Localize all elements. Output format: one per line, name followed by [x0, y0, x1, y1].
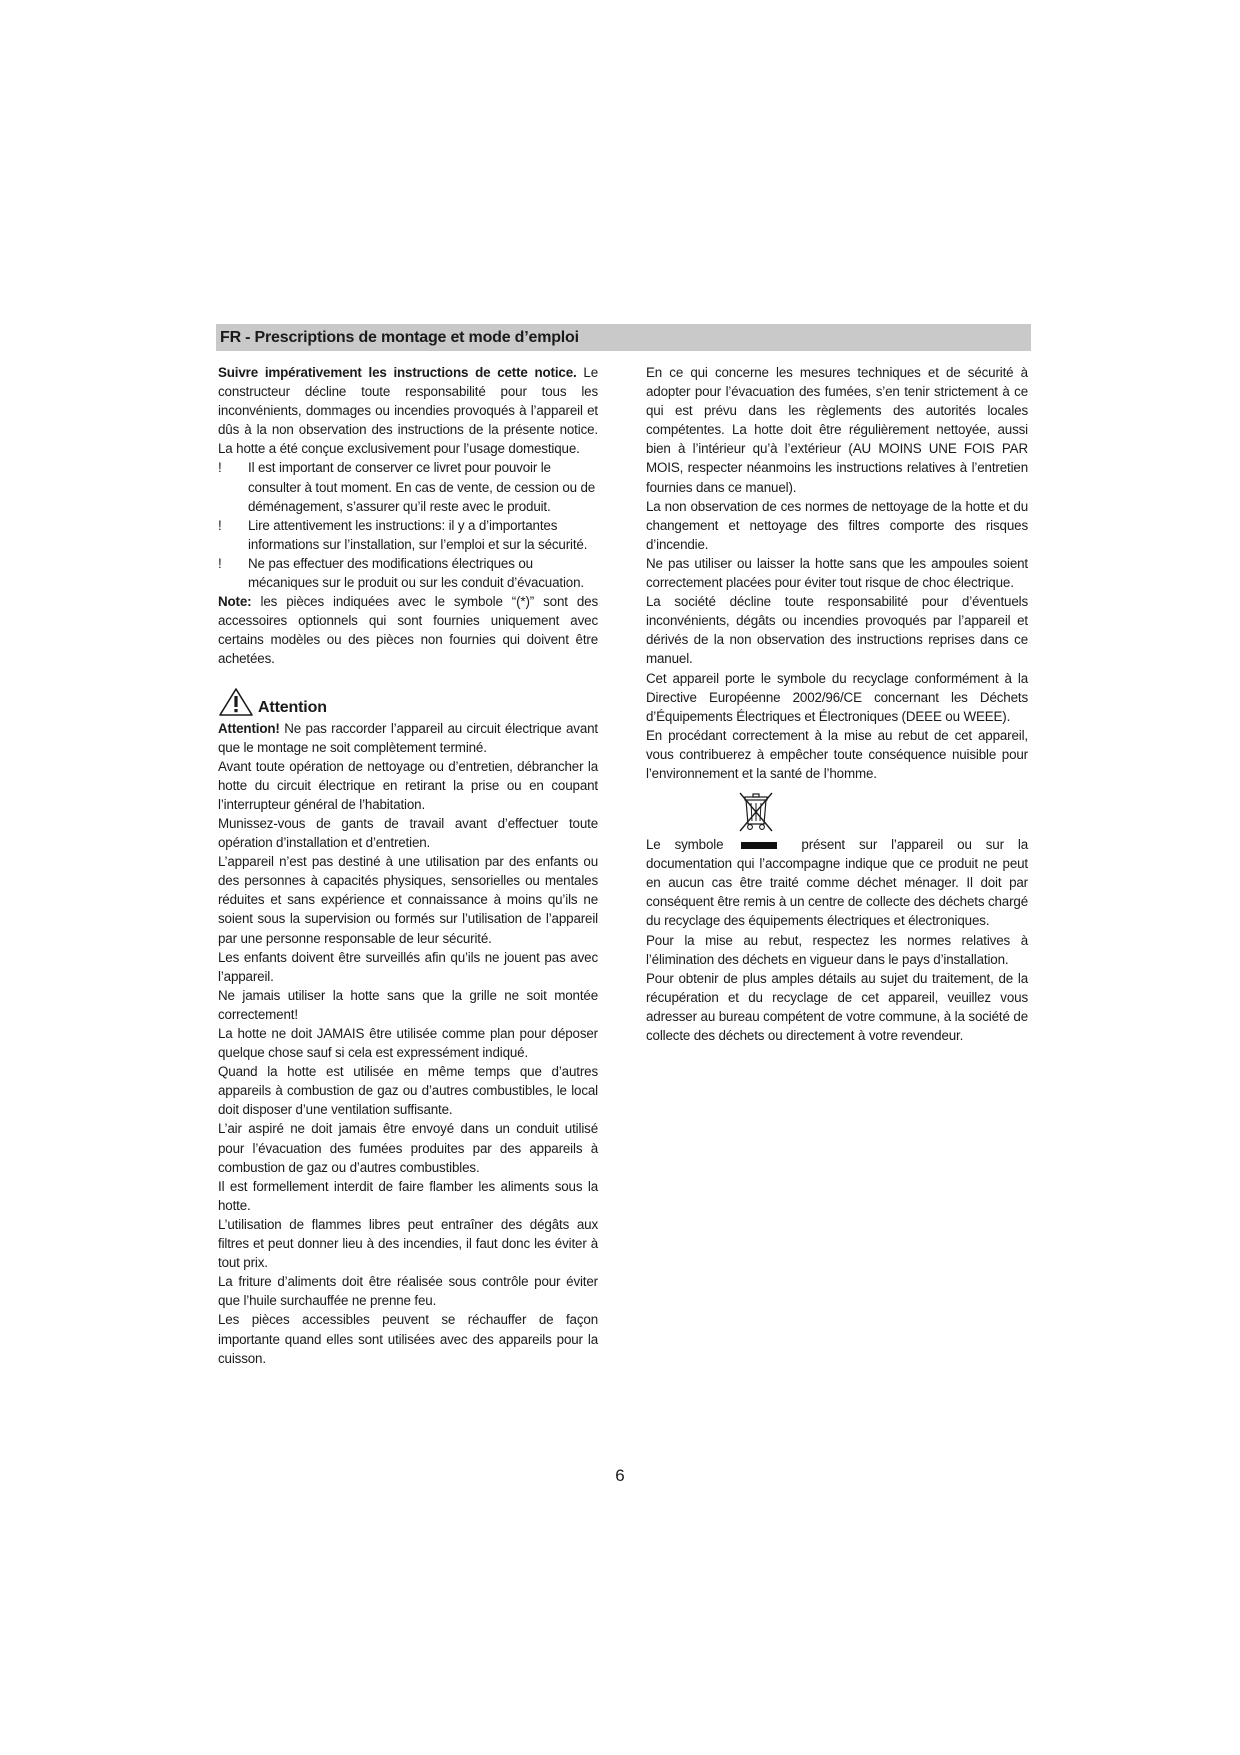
bullet-text: Ne pas effectuer des modifications électriques ou mécaniques sur le produit ou sur les conduit d’évacuation. — [248, 555, 584, 591]
paragraph: La hotte ne doit JAMAIS être utilisée comme plan pour déposer quelque chose sauf si cela est expressément indiqué. — [218, 1026, 598, 1061]
paragraph: Les enfants doivent être surveillés afin qu’ils ne jouent pas avec l’appareil. — [218, 949, 598, 984]
note-text: les pièces indiquées avec le symbole “(*)” sont des accessoires optionnels qui sont fournies uniquement avec certains modèles ou des pièces non fournies qui doivent être achetées. — [218, 594, 598, 667]
paragraph: Cet appareil porte le symbole du recyclage conformément à la Directive Européenne 2002/96/CE concernant les Déchets d’Équipements Électriques et Électroniques (DEEE ou WEEE). — [646, 670, 1028, 724]
paragraph: Il est formellement interdit de faire flamber les aliments sous la hotte. — [218, 1178, 598, 1213]
section-header — [216, 324, 1031, 351]
symbol-paragraph — [646, 835, 1028, 930]
left-column — [218, 363, 598, 1368]
note-paragraph — [218, 592, 598, 668]
symbol-text-post: présent sur l’appareil ou sur la documentation qui l’accompagne indique que ce produit ne peut en aucun cas être traité comme déchet ménager. Il doit par conséquent être remis à un centre de collecte des déchets chargé du recyclage des équipements électriques et électroniques. — [646, 837, 1028, 929]
attention-title: Attention — [258, 698, 327, 716]
bullet-text: Il est important de conserver ce livret pour pouvoir le consulter à tout moment. En cas de vente, de cession ou de déménagement, s’assurer qu’il reste avec le produit. — [248, 460, 596, 514]
paragraph: La friture d’aliments doit être réalisée sous contrôle pour éviter que l’huile surchauffée ne prenne feu. — [218, 1274, 598, 1309]
bullet-item — [218, 554, 598, 592]
paragraph: Pour obtenir de plus amples détails au sujet du traitement, de la récupération et du recyclage de cet appareil, veuillez vous adresser au bureau compétent de votre commune, à la société de collecte des déchets ou directement à votre revendeur. — [646, 970, 1028, 1043]
paragraph: Les pièces accessibles peuvent se réchauffer de façon importante quand elles sont utilisées avec des appareils pour la cuisson. — [218, 1312, 598, 1366]
paragraph: Munissez-vous de gants de travail avant d’effectuer toute opération d’installation et d’entretien. — [218, 815, 598, 851]
bullet-mark: ! — [218, 460, 222, 476]
paragraph: L’utilisation de flammes libres peut entraîner des dégâts aux filtres et peut donner lieu à des incendies, il faut donc les éviter à tout prix. — [218, 1216, 598, 1271]
paragraph: Ne pas utiliser ou laisser la hotte sans que les ampoules soient correctement placées pour éviter tout risque de choc électrique. — [646, 555, 1028, 591]
weee-symbol-block — [646, 791, 1028, 833]
bullet-text: Lire attentivement les instructions: il y a d’importantes informations sur l’installation, sur l’emploi et sur la sécurité. — [248, 517, 588, 552]
symbol-text-pre: Le symbole — [646, 837, 724, 853]
bullet-item — [218, 516, 598, 554]
section-title: FR - Prescriptions de montage et mode d’emploi — [220, 329, 579, 346]
attention-text: Ne pas raccorder l’appareil au circuit électrique avant que le montage ne soit complètement terminé. — [218, 720, 598, 755]
intro-bold: Suivre impérativement les instructions de cette notice. — [218, 365, 577, 380]
paragraph: En ce qui concerne les mesures techniques et de sécurité à adopter pour l’évacuation des fumées, s’en tenir strictement à ce qui est prévu dans les règlements des autorités locales compétentes. La hotte doit être régulièrement nettoyée, aussi bien à l’intérieur qu’à l’extérieur (AU MOINS UNE FOIS PAR MOIS, respecter néanmoins les instructions relatives à l’entretien fournies dans ce manuel). — [646, 365, 1028, 495]
intro-text: Le constructeur décline toute responsabilité pour tous les inconvénients, dommages ou incendies provoqués à l’appareil et dûs à la non observation des instructions de la présente notice. La hotte a été conçue exclusivement pour l’usage domestique. — [218, 365, 598, 457]
paragraph: Avant toute opération de nettoyage ou d’entretien, débrancher la hotte du circuit électrique en retirant la prise ou en coupant l’interrupteur général de l’habitation. — [218, 758, 598, 812]
note-label: Note: — [218, 594, 252, 610]
paragraph: L’appareil n’est pas destiné à une utilisation par des enfants ou des personnes à capacités physiques, sensorielles ou mentales réduites et sans expérience et connaissance à moins qu’ils ne soient sous la supervision ou formés sur l’utilisation de l’appareil par une personne responsable de leur sécurité. — [218, 854, 598, 946]
paragraph: En procédant correctement à la mise au rebut de cet appareil, vous contribuerez à empêcher toute conséquence nuisible pour l’environnement et la santé de l’homme. — [646, 727, 1028, 781]
attention-paragraph — [218, 719, 598, 757]
paragraph: La société décline toute responsabilité pour d’éventuels inconvénients, dégâts ou incendies provoqués par l’appareil et dérivés de la non observation des instructions reprises dans ce manuel. — [646, 594, 1028, 667]
bullet-mark: ! — [218, 517, 222, 533]
solid-bar-icon — [741, 842, 777, 849]
intro-paragraph — [218, 363, 598, 458]
bullet-item — [218, 458, 598, 515]
page-number: 6 — [615, 1466, 625, 1485]
attention-heading — [218, 687, 598, 717]
bullet-mark: ! — [218, 555, 222, 571]
paragraph: Pour la mise au rebut, respectez les normes relatives à l’élimination des déchets en vigueur dans le pays d’installation. — [646, 932, 1028, 967]
crossed-out-wheelie-bin-icon — [736, 791, 776, 833]
paragraph: La non observation de ces normes de nettoyage de la hotte et du changement et nettoyage des filtres comporte des risques d’incendie. — [646, 498, 1028, 552]
attention-bold: Attention! — [218, 720, 280, 736]
paragraph: L’air aspiré ne doit jamais être envoyé dans un conduit utilisé pour l’évacuation des fumées produites par des appareils à combustion de gaz ou d’autres combustibles. — [218, 1121, 598, 1175]
paragraph: Ne jamais utiliser la hotte sans que la grille ne soit montée correctement! — [218, 987, 598, 1022]
warning-triangle-icon — [218, 687, 254, 717]
paragraph: Quand la hotte est utilisée en même temps que d’autres appareils à combustion de gaz ou d’autres combustibles, le local doit disposer d’une ventilation suffisante. — [218, 1064, 598, 1118]
right-column — [646, 363, 1028, 1045]
